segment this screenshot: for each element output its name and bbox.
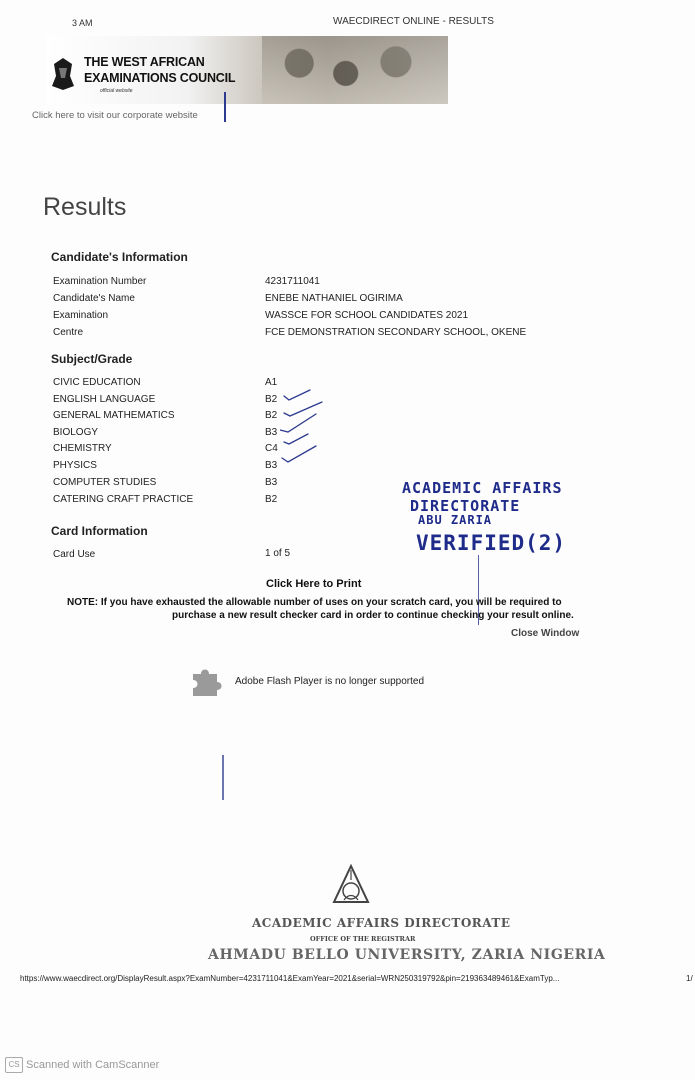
- scanner-watermark-text: Scanned with CamScanner: [26, 1059, 160, 1071]
- results-title: Results: [43, 193, 127, 221]
- subject-name: GENERAL MATHEMATICS: [53, 410, 175, 421]
- waec-crest-icon: [50, 56, 76, 92]
- card-use-label: Card Use: [53, 549, 96, 560]
- puzzle-piece-icon[interactable]: [189, 664, 223, 698]
- print-footer-url: https://www.waecdirect.org/DisplayResult.aspx?ExamNumber=4231711041&ExamYear=2021&serial=WRN250319792&pin=219363489461&ExamTyp...: [20, 974, 560, 983]
- subject-name: BIOLOGY: [53, 427, 99, 438]
- subject-grade: B3: [265, 427, 278, 438]
- stamp-line2: DIRECTORATE: [410, 497, 521, 515]
- subject-name: COMPUTER STUDIES: [53, 477, 157, 488]
- subject-grade: A1: [265, 377, 278, 388]
- subject-name: CIVIC EDUCATION: [53, 377, 141, 388]
- exam-number-value: 4231711041: [265, 276, 320, 287]
- subject-name: PHYSICS: [53, 460, 97, 471]
- stamp-verified: VERIFIED(2): [416, 531, 567, 555]
- subject-name: CHEMISTRY: [53, 443, 112, 454]
- subject-grade: B2: [265, 410, 278, 421]
- scanner-watermark: [5, 1057, 159, 1073]
- abu-directorate: ACADEMIC AFFAIRS DIRECTORATE: [252, 916, 511, 930]
- pen-stroke: [224, 92, 226, 122]
- candidate-name-value: ENEBE NATHANIEL OGIRIMA: [265, 293, 403, 304]
- centre-label: Centre: [53, 327, 84, 338]
- stamp-line1: ACADEMIC AFFAIRS: [402, 479, 563, 497]
- card-info-heading: Card Information: [51, 524, 148, 538]
- note-line1: [67, 597, 562, 608]
- exam-number-label: Examination Number: [53, 276, 147, 287]
- abu-registrar: OFFICE OF THE REGISTRAR: [310, 935, 416, 943]
- flash-unsupported-message: Adobe Flash Player is no longer supported: [235, 676, 425, 687]
- print-page-title: WAECDIRECT ONLINE - RESULTS: [333, 16, 494, 27]
- centre-value: FCE DEMONSTRATION SECONDARY SCHOOL, OKENE: [265, 327, 527, 338]
- camscanner-icon: CS: [5, 1057, 23, 1073]
- examination-value: WASSCE FOR SCHOOL CANDIDATES 2021: [265, 310, 469, 321]
- print-footer-page: 1/: [686, 974, 693, 983]
- abu-university-name: AHMADU BELLO UNIVERSITY, ZARIA NIGERIA: [208, 947, 606, 963]
- handwritten-ticks: [280, 388, 330, 468]
- banner-photo: [262, 36, 448, 104]
- print-link[interactable]: Click Here to Print: [266, 578, 362, 590]
- abu-crest-icon: [330, 864, 372, 908]
- candidate-name-label: Candidate's Name: [53, 293, 135, 304]
- org-name-line1: THE WEST AFRICAN: [84, 55, 205, 69]
- note-text-line2: purchase a new result checker card in order to continue checking your result online.: [172, 610, 574, 621]
- subject-grade: B2: [265, 394, 278, 405]
- card-use-value: 1 of 5: [265, 548, 291, 559]
- close-window-link[interactable]: Close Window: [511, 628, 580, 639]
- pen-stroke: [222, 755, 224, 800]
- subject-grade: C4: [265, 443, 278, 454]
- print-time: 3 AM: [72, 18, 93, 28]
- org-tagline: official website: [100, 88, 133, 94]
- stamp-line3: ABU ZARIA: [418, 513, 493, 527]
- subject-name: ENGLISH LANGUAGE: [53, 394, 156, 405]
- subject-grade: B3: [265, 477, 278, 488]
- note-prefix: NOTE:: [67, 597, 99, 608]
- subject-grade: B3: [265, 460, 278, 471]
- note-text-line1: If you have exhausted the allowable number of uses on your scratch card, you will be required to: [100, 597, 562, 608]
- corporate-website-link[interactable]: Click here to visit our corporate website: [32, 110, 198, 121]
- subject-name: CATERING CRAFT PRACTICE: [53, 494, 194, 505]
- subject-grade-heading: Subject/Grade: [51, 352, 133, 366]
- examination-label: Examination: [53, 310, 109, 321]
- org-name-line2: EXAMINATIONS COUNCIL: [84, 71, 236, 85]
- candidate-info-heading: Candidate's Information: [51, 250, 188, 264]
- subject-grade: B2: [265, 494, 278, 505]
